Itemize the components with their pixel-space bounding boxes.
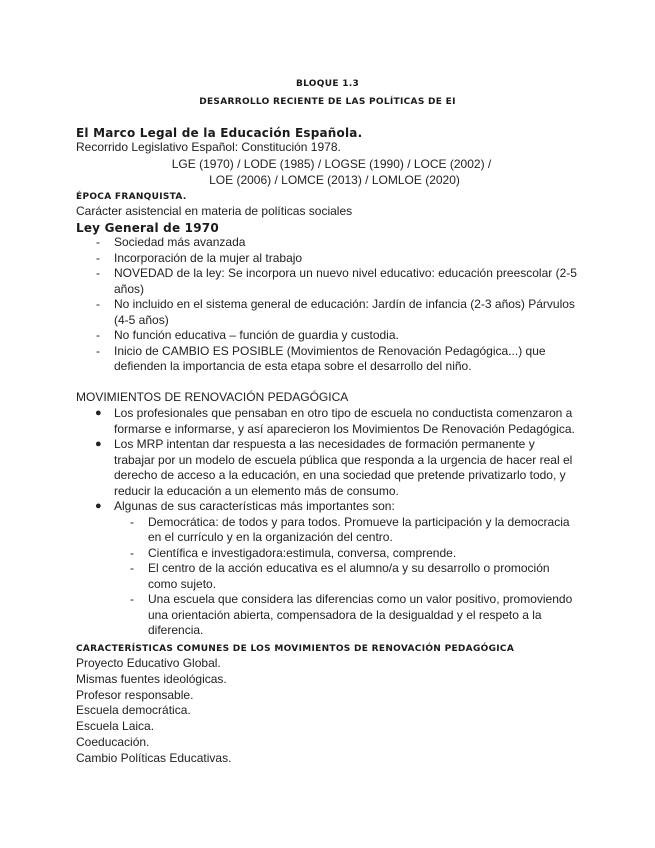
list-item-text: Los MRP intentan dar respuesta a las necesidades de formación permanente y trabajar por un modelo de escuela pública que responda a la urgencia de hacer real el derecho de acceso a la educación, en una sociedad que pretende privatizarlo todo, y reducir la educación a un elemento más de consumo.: [114, 437, 573, 498]
list-item: [96, 297, 586, 328]
bullet-marker: ●: [95, 500, 102, 512]
list-item: Escuela Laica.: [76, 719, 155, 734]
dash-marker: -: [130, 561, 134, 575]
caracter-text: Carácter asistencial en materia de políticas sociales: [76, 204, 353, 218]
list-item: [95, 437, 575, 499]
list-item: [96, 251, 586, 267]
list-item-text: El centro de la acción educativa es el alumno/a y su desarrollo o promoción como sujeto.: [148, 561, 550, 591]
list-item-text: No incluido en el sistema general de educación: Jardín de infancia (2-3 años) Párvulos (4-5 años): [114, 297, 575, 327]
list-item-text: Algunas de sus características más importantes son:: [114, 499, 395, 513]
list-item: Coeducación.: [76, 734, 150, 749]
dash-marker: -: [96, 343, 100, 358]
list-item-text: Incorporación de la mujer al trabajo: [114, 250, 303, 265]
franquista-heading: ÉPOCA FRANQUISTA.: [76, 192, 187, 202]
list-item: [96, 266, 586, 297]
list-item: [96, 328, 586, 344]
list-item: [130, 592, 575, 639]
dash-marker: -: [130, 592, 134, 606]
list-item-text: NOVEDAD de la ley: Se incorpora un nuevo nivel educativo: educación preescolar (2-5 años): [114, 266, 577, 296]
list-item-text: Científica e investigadora:estimula, conversa, comprende.: [148, 545, 457, 560]
list-item: [130, 561, 575, 592]
dash-marker: -: [130, 545, 134, 560]
comunes-list: [76, 656, 231, 767]
dash-marker: -: [96, 328, 100, 342]
list-item: [95, 406, 575, 437]
leyes-line-1: LGE (1970) / LODE (1985) / LOGSE (1990) / LOCE (2002) /: [171, 157, 492, 171]
list-item: [95, 499, 575, 639]
document-title: BLOQUE 1.3: [295, 79, 360, 89]
dash-marker: -: [96, 266, 100, 280]
bullet-marker: ●: [95, 407, 102, 419]
dash-marker: -: [96, 235, 100, 249]
list-item-text: Los profesionales que pensaban en otro tipo de escuela no conductista comenzaron a formarse e informarse, y así aparecieron los Movimientos De Renovación Pedagógica.: [114, 406, 575, 436]
recorrido-text: Recorrido Legislativo Español: Constitución 1978.: [76, 140, 341, 154]
list-item-text: Democrática: de todos y para todos. Promueve la participación y la democracia en el currículo y en la organización del centro.: [148, 514, 570, 544]
list-item: [130, 515, 575, 546]
comunes-heading: CARACTERÍSTICAS COMUNES DE LOS MOVIMIENTOS DE RENOVACIÓN PEDAGÓGICA: [76, 644, 515, 654]
list-item: [96, 235, 586, 251]
list-item: Mismas fuentes ideológicas.: [76, 671, 227, 686]
list-item: Proyecto Educativo Global.: [76, 656, 221, 670]
dash-marker: -: [96, 297, 100, 311]
caracteristicas-list: [114, 515, 575, 639]
list-item-text: No función educativa – función de guardia y custodia.: [114, 328, 399, 342]
list-item: [130, 546, 575, 562]
list-item: Profesor responsable.: [76, 687, 194, 702]
ley-general-heading: Ley General de 1970: [76, 221, 219, 235]
list-item-text: Sociedad más avanzada: [114, 235, 246, 249]
bullet-marker: ●: [95, 438, 102, 450]
mrp-bullet-list: [95, 406, 575, 639]
dash-marker: -: [96, 250, 100, 265]
mrp-heading: MOVIMIENTOS DE RENOVACIÓN PEDAGÓGICA: [76, 390, 349, 404]
list-item-text: Una escuela que considera las diferencias como un valor positivo, promoviendo una orientación abierta, compensadora de la desigualdad y el respeto a la diferencia.: [148, 592, 573, 637]
marco-heading: El Marco Legal de la Educación Española.: [76, 126, 363, 140]
ley-general-list: [96, 235, 586, 375]
leyes-line-2: LOE (2006) / LOMCE (2013) / LOMLOE (2020): [209, 173, 460, 187]
list-item: Escuela democrática.: [76, 703, 191, 718]
document-subtitle: DESARROLLO RECIENTE DE LAS POLÍTICAS DE EI: [199, 97, 456, 107]
list-item-text: Inicio de CAMBIO ES POSIBLE (Movimientos de Renovación Pedagógica...) que defienden la importancia de esta etapa sobre el desarrollo del niño.: [114, 343, 546, 373]
list-item: [96, 344, 586, 375]
list-item: Cambio Políticas Educativas.: [76, 750, 232, 765]
dash-marker: -: [130, 514, 134, 529]
